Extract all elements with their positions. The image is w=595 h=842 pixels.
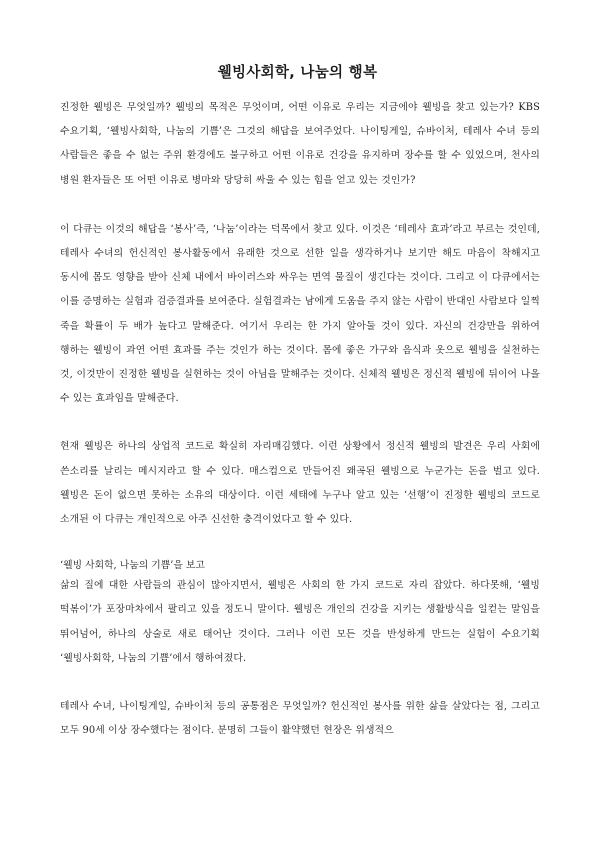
- paragraph-spacer: [60, 193, 540, 218]
- document-title: 웰빙사회학, 나눔의 행복: [217, 65, 378, 81]
- paragraph-spacer: [60, 671, 540, 695]
- paragraph-1: 진정한 웰빙은 무엇일까? 웰빙의 목적은 무엇이며, 어떤 이유로 우리는 지금에야 웰빙을 찾고 있는가? KBS 수요기획, ‘웰빙사회학, 나눔의 기쁨’은 그것의 해답을 보여주었다. 나이팅게일, 슈바이처, 테레사 수녀 등의 사람들은 좋을 수 없는 주위 환경에도 불구하고 어떤 이유로 건강을 유지하며 장수를 할 수 있었으며, 천사의 병원 환자들은 또 어떤 이유로 병마와 당당히 싸울 수 있는 힘을 얻고 있는 것인가?: [60, 102, 540, 186]
- paragraph-3: 현재 웰빙은 하나의 상업적 코드로 확실히 자리매김했다. 이런 상황에서 정신적 웰빙의 발견은 우리 사회에 쓴소리를 날리는 메시지라고 할 수 있다. 매스컴으로 만들어진 왜곡된 웰빙으로 누군가는 돈을 벌고 있다. 웰빙은 돈이 없으면 못하는 소유의 대상이다. 이런 세태에 누구나 알고 있는 ‘선행’이 진정한 웰빙의 코드로 소개된 이 다큐는 개인적으로 아주 신선한 충격이었다고 할 수 있다.: [60, 441, 540, 526]
- paragraph-2: 이 다큐는 이것의 해답을 ‘봉사’즉, ‘나눔’이라는 덕목에서 찾고 있다. 이것은 ‘테레사 효과’라고 부르는 것인데, 테레사 수녀의 헌신적인 봉사활동에서 유래한 것으로 선한 일을 생각하거나 보기만 해도 마음이 착해지고 동시에 몸도 영향을 받아 신체 내에서 바이러스와 싸우는 면역 물질이 생긴다는 것이다. 그리고 이 다큐에서는 이를 증명하는 실험과 검증결과를 보여준다. 실험결과는 남에게 도움을 주지 않는 사람이 반대인 사람보다 일찍 죽을 확률이 두 배가 높다고 말해준다. 여기서 우리는 한 가지 알아둘 것이 있다. 자신의 건강만을 위하여 행하는 웰빙이 과연 어떤 효과를 주는 것인가 하는 것이다. 몸에 좋은 가구와 음식과 옷으로 웰빙을 실천하는 것, 이것만이 진정한 웰빙을 실현하는 것이 아님을 말해주는 것이다. 신체적 웰빙은 정신적 웰빙에 뒤이어 나올 수 있는 효과임을 말해준다.: [60, 223, 540, 405]
- paragraph-spacer: [60, 411, 540, 435]
- paragraph-spacer: [60, 532, 540, 556]
- paragraph-4: 삶의 질에 대한 사람들의 관심이 많아지면서, 웰빙은 사회의 한 가지 코드로 자리 잡았다. 하다못해, ‘웰빙 떡볶이’가 포장마차에서 팔리고 있을 정도니 말이다. 웰빙은 개인의 건강을 지키는 생활방식을 일컫는 말임을 뛰어넘어, 하나의 상술로 새로 태어난 것이다. 그러나 이런 모든 것을 반성하게 만드는 실험이 수요기획 ‘웰빙사회학, 나눔의 기쁨’에서 행하여졌다.: [60, 580, 540, 664]
- document-body: [60, 96, 540, 743]
- section-subheading: ‘웰빙 사회학, 나눔의 기쁨’을 보고: [60, 560, 205, 572]
- paragraph-5: 테레사 수녀, 나이팅게일, 슈바이처 등의 공통점은 무엇일까? 헌신적인 봉사를 위한 삶을 살았다는 점, 그리고 모두 90세 이상 장수했다는 점이다. 분명히 그들이 활약했던 현장은 위생적으: [60, 701, 540, 737]
